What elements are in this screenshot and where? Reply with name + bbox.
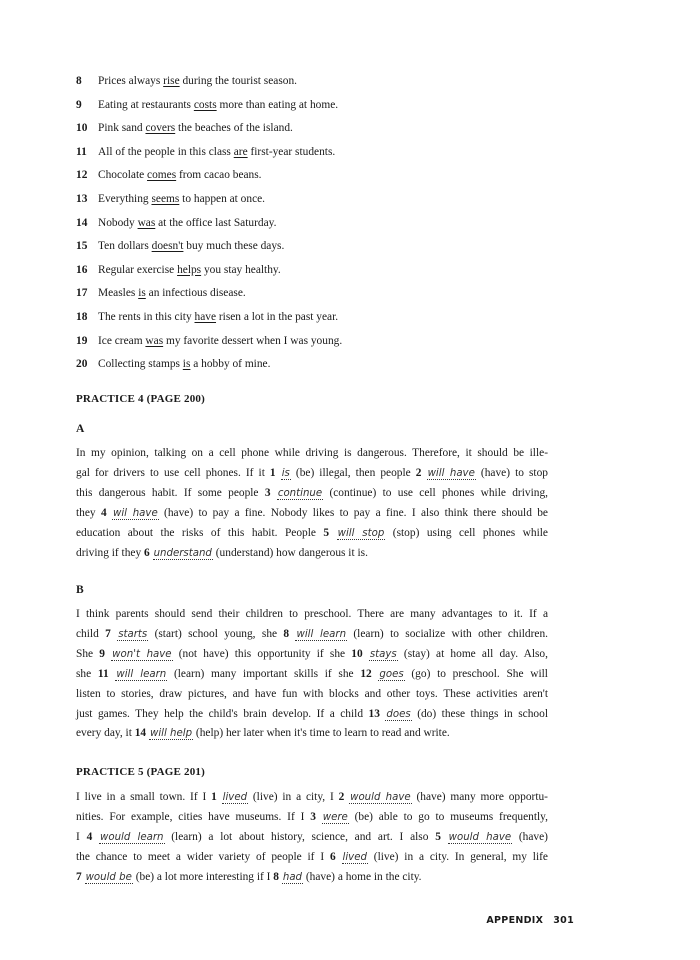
line: driving if they 6 understand (understand) how dangerous it is.	[76, 546, 368, 559]
answer: starts	[118, 628, 148, 640]
line: she 11 will learn (learn) many important skills if she 12 goes (go) to preschool. She will	[76, 667, 548, 680]
answer: will have	[427, 467, 475, 479]
paragraph-b	[76, 605, 548, 744]
line: She 9 won't have (not have) this opportunity if she 10 stays (stay) at home all day. Also,	[76, 647, 548, 660]
list-item: 10 Pink sand covers the beaches of the island.	[76, 122, 293, 135]
answer: would be	[85, 871, 132, 883]
list-item: 8 Prices always rise during the tourist season.	[76, 75, 297, 87]
list-item: 17 Measles is an infectious disease.	[76, 287, 246, 300]
list-item: 20 Collecting stamps is a hobby of mine.	[76, 358, 271, 371]
line: 7 would be (be) a lot more interesting if I 8 had (have) a home in the city.	[76, 870, 422, 883]
list-item: 19 Ice cream was my favorite dessert when I was young.	[76, 334, 343, 347]
list-item: 14 Nobody was at the office last Saturday.	[76, 216, 277, 229]
line: every day, it 14 will help (help) her later when it's time to learn to read and write.	[76, 727, 450, 740]
line: education about the risks of this habit. People 5 will stop (stop) using cell phones while	[76, 526, 548, 539]
page-number: 301	[553, 915, 574, 926]
line: In my opinion, talking on a cell phone while driving is dangerous. Therefore, it should be ille-	[76, 447, 548, 459]
paragraph-a	[76, 444, 548, 563]
answer: will help	[149, 728, 193, 740]
list-item: 11 All of the people in this class are first-year students.	[76, 145, 336, 158]
list-item: 9 Eating at restaurants costs more than eating at home.	[76, 98, 339, 111]
paragraph-practice5	[76, 788, 548, 888]
verb: comes	[147, 169, 177, 182]
list-item: 16 Regular exercise helps you stay healthy.	[76, 263, 281, 276]
answer: will learn	[116, 668, 167, 680]
answer: continue	[277, 487, 323, 499]
section-letter: B	[76, 584, 84, 596]
verb: have	[194, 310, 217, 323]
verb: was	[137, 216, 156, 229]
section-letter: A	[76, 423, 85, 435]
answer: were	[322, 811, 348, 823]
line: listen to stories, draw pictures, and have fun with blocks and other toys. These activities aren't	[76, 687, 548, 700]
answer: would have	[448, 831, 512, 843]
answer: is	[281, 467, 290, 479]
list-item: 13 Everything seems to happen at once.	[76, 192, 266, 205]
footer-label: APPENDIX	[486, 915, 544, 926]
answer: wil have	[113, 507, 158, 519]
section-heading: PRACTICE 5 (PAGE 201)	[76, 766, 205, 778]
line: nities. For example, cities have museums. If I 3 were (be) able to go to museums frequently,	[76, 810, 548, 823]
line: I 4 would learn (learn) a lot about history, science, and art. I also 5 would have (have)	[76, 830, 548, 843]
answer: goes	[379, 668, 404, 680]
verb: costs	[193, 98, 217, 111]
verb: rise	[163, 75, 180, 87]
answer: would learn	[100, 831, 164, 843]
verb: doesn't	[151, 240, 184, 253]
line: child 7 starts (start) school young, she 8 will learn (learn) to socialize with other children.	[76, 627, 548, 640]
line: the chance to meet a wider variety of people if I 6 lived (live) in a city. In general, my life	[76, 850, 548, 863]
line: this dangerous habit. If some people 3 continue (continue) to use cell phones while driving,	[76, 486, 548, 499]
verb: helps	[177, 263, 202, 276]
answer: will learn	[296, 628, 347, 640]
section-heading: PRACTICE 4 (PAGE 200)	[76, 393, 205, 405]
answer: would have	[350, 792, 411, 803]
answer: will stop	[337, 527, 385, 539]
verb: is	[182, 358, 191, 371]
line: they 4 wil have (have) to pay a fine. Nobody likes to pay a fine. I also think there should be	[76, 506, 548, 519]
line: I live in a small town. If I 1 lived (live) in a city, I 2 would have (have) many more opportu-	[76, 791, 548, 803]
verb: is	[138, 287, 146, 300]
answer: understand	[153, 547, 212, 559]
list-item: 18 The rents in this city have risen a lot in the past year.	[76, 310, 339, 323]
verb: are	[233, 145, 248, 158]
answer: had	[282, 871, 303, 883]
answer: does	[386, 708, 411, 720]
answer-list	[76, 71, 636, 378]
line: gal for drivers to use cell phones. If it 1 is (be) illegal, then people 2 will have (have) to stop	[76, 466, 548, 479]
list-item: 15 Ten dollars doesn't buy much these days.	[76, 240, 285, 253]
verb: covers	[145, 122, 176, 135]
answer: lived	[222, 792, 248, 803]
answer: lived	[342, 851, 367, 863]
verb: seems	[151, 192, 180, 205]
verb: was	[145, 334, 164, 347]
page-footer	[486, 915, 574, 926]
answer: won't have	[112, 648, 172, 660]
list-item: 12 Chocolate comes from cacao beans.	[76, 169, 262, 182]
line: just games. They help the child's brain develop. If a child 13 does (do) these things in school	[76, 707, 548, 720]
line: I think parents should send their children to preschool. There are many advantages to it. If a	[76, 608, 548, 620]
answer: stays	[369, 648, 397, 660]
